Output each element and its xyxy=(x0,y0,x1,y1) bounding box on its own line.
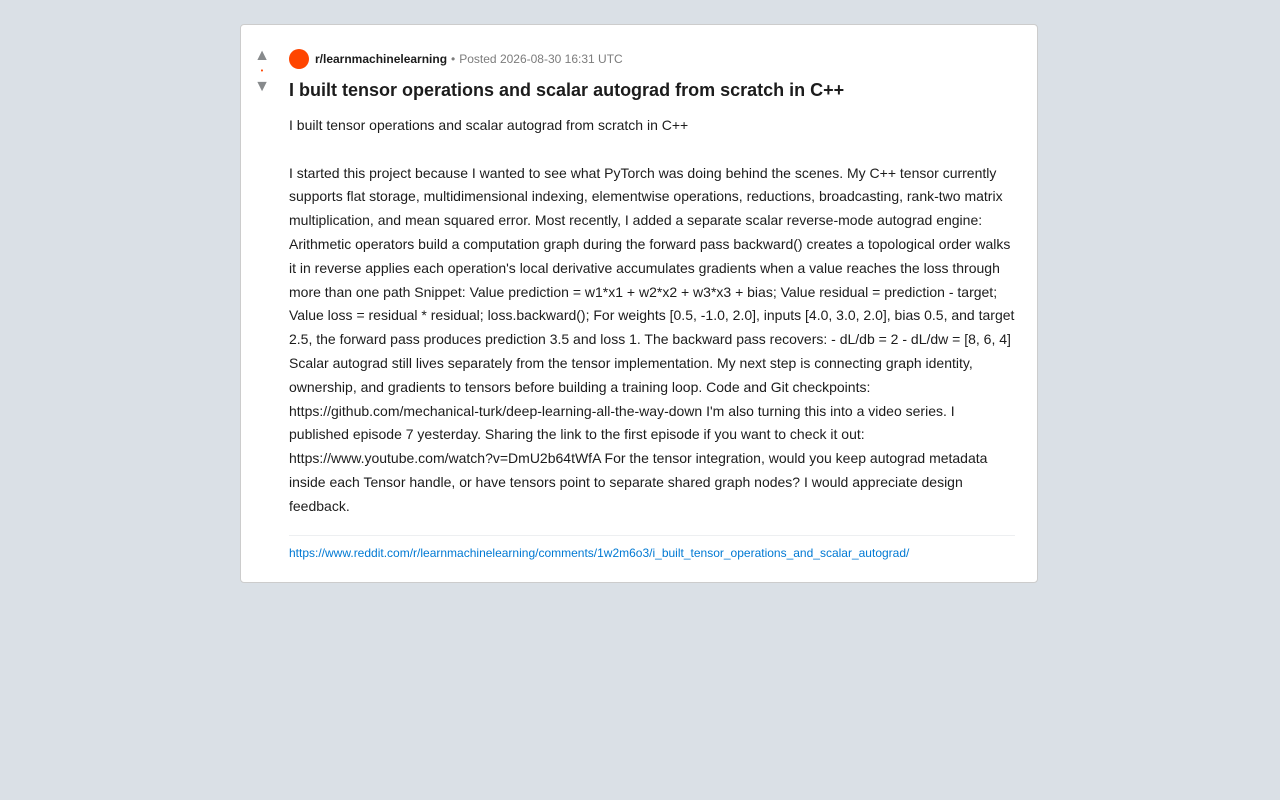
vote-column xyxy=(241,47,283,96)
post-title[interactable]: I built tensor operations and scalar autograd from scratch in C++ xyxy=(289,80,845,100)
post-content xyxy=(289,49,1015,561)
subreddit-icon[interactable] xyxy=(289,49,309,69)
post-body-lead: I built tensor operations and scalar autograd from scratch in C++ xyxy=(289,117,689,133)
upvote-icon[interactable]: ▲ xyxy=(254,47,270,64)
post-card xyxy=(240,24,1038,583)
divider xyxy=(289,535,1015,536)
post-meta xyxy=(289,49,1015,69)
post-timestamp: Posted 2026-08-30 16:31 UTC xyxy=(459,52,623,66)
vote-score: • xyxy=(260,68,264,75)
post-body xyxy=(289,114,1015,519)
meta-separator: • xyxy=(451,52,456,66)
subreddit-name[interactable]: r/learnmachinelearning xyxy=(315,52,448,66)
post-body-text: I started this project because I wanted to see what PyTorch was doing behind the scenes. My C++ tensor currently supports flat storage, multidimensional indexing, elementwise operations, reductions, broadcasting, rank-two matrix multiplication, and mean squared error. Most recently, I added a separate scalar reverse-mode autograd engine: Arithmetic operators build a computation graph during the forward pass backward() creates a topological order walks it in reverse applies each operation's local derivative accumulates gradients when a value reaches the loss through more than one path Snippet: Value prediction = w1*x1 + w2*x2 + w3*x3 + bias; Value residual = prediction - target; Value loss = residual * residual; loss.backward(); For weights [0.5, -1.0, 2.0], inputs [4.0, 3.0, 2.0], bias 0.5, and target 2.5, the forward pass produces prediction 3.5 and loss 1. The backward pass recovers: - dL/db = 2 - dL/dw = [8, 6, 4] Scalar autograd still lives separately from the tensor implementation. My next step is connecting graph identity, ownership, and gradients to tensors before building a training loop. Code and Git checkpoints: https://github.com/mechanical-turk/deep-learning-all-the-way-down I'm also turning this into a video series. I published episode 7 yesterday. Sharing the link to the first episode if you want to check it out: https://www.youtube.com/watch?v=DmU2b64tWfA For the tensor integration, would you keep autograd metadata inside each Tensor handle, or have tensors point to separate shared graph nodes? I would appreciate design feedback. xyxy=(289,164,1015,514)
downvote-icon[interactable]: ▼ xyxy=(254,78,270,95)
permalink-link[interactable]: https://www.reddit.com/r/learnmachinelearning/comments/1w2m6o3/i_built_tensor_operations_and_scalar_autograd/ xyxy=(289,545,910,560)
